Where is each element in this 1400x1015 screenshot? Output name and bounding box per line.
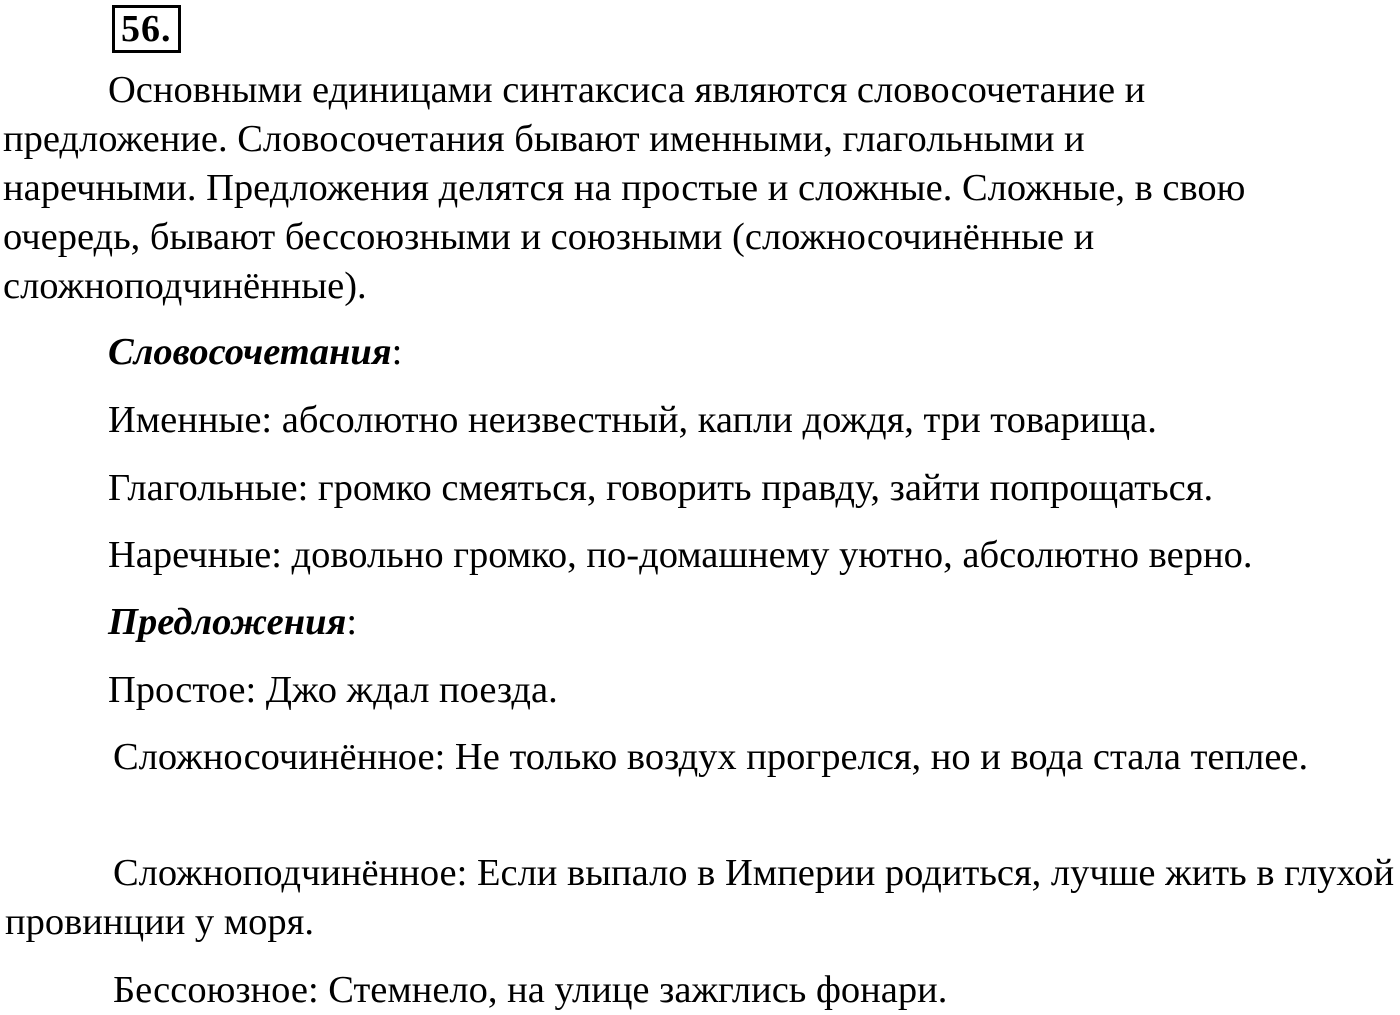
phrases-verbal: Глагольные: громко смеяться, говорить правду, зайти попрощаться. [108,467,1214,509]
phrases-heading-text: Словосочетания [108,331,392,373]
intro-line-4: очередь, бывают бессоюзными и союзными (сложносочинённые и [3,216,1095,258]
intro-line-5: сложноподчинённые). [3,265,367,307]
sentences-complex: Сложноподчинённое: Если выпало в Империи родиться, лучше жить в глухой провинции у моря. [5,852,1395,944]
phrases-heading-colon: : [391,331,403,373]
sentences-simple: Простое: Джо ждал поезда. [108,669,558,711]
exercise-number: 56. [112,5,181,53]
intro-line-2: предложение. Словосочетания бывают именными, глагольными и [3,118,1085,160]
sentences-heading-text: Предложения [108,601,347,643]
intro-line-3: наречными. Предложения делятся на простые и сложные. Сложные, в свою [3,167,1246,209]
sentences-heading-colon: : [346,601,358,643]
sentences-asyndetic: Бессоюзное: Стемнело, на улице зажглись фонари. [113,969,948,1011]
phrases-adverbial: Наречные: довольно громко, по-домашнему уютно, абсолютно верно. [108,534,1253,576]
sentences-heading [108,598,357,647]
phrases-nominal: Именные: абсолютно неизвестный, капли дождя, три товарища. [108,399,1157,441]
intro-line-1: Основными единицами синтаксиса являются словосочетание и [108,69,1146,111]
phrases-heading [108,328,402,377]
sentences-compound: Сложносочинённое: Не только воздух прогрелся, но и вода стала теплее. [113,736,1309,778]
